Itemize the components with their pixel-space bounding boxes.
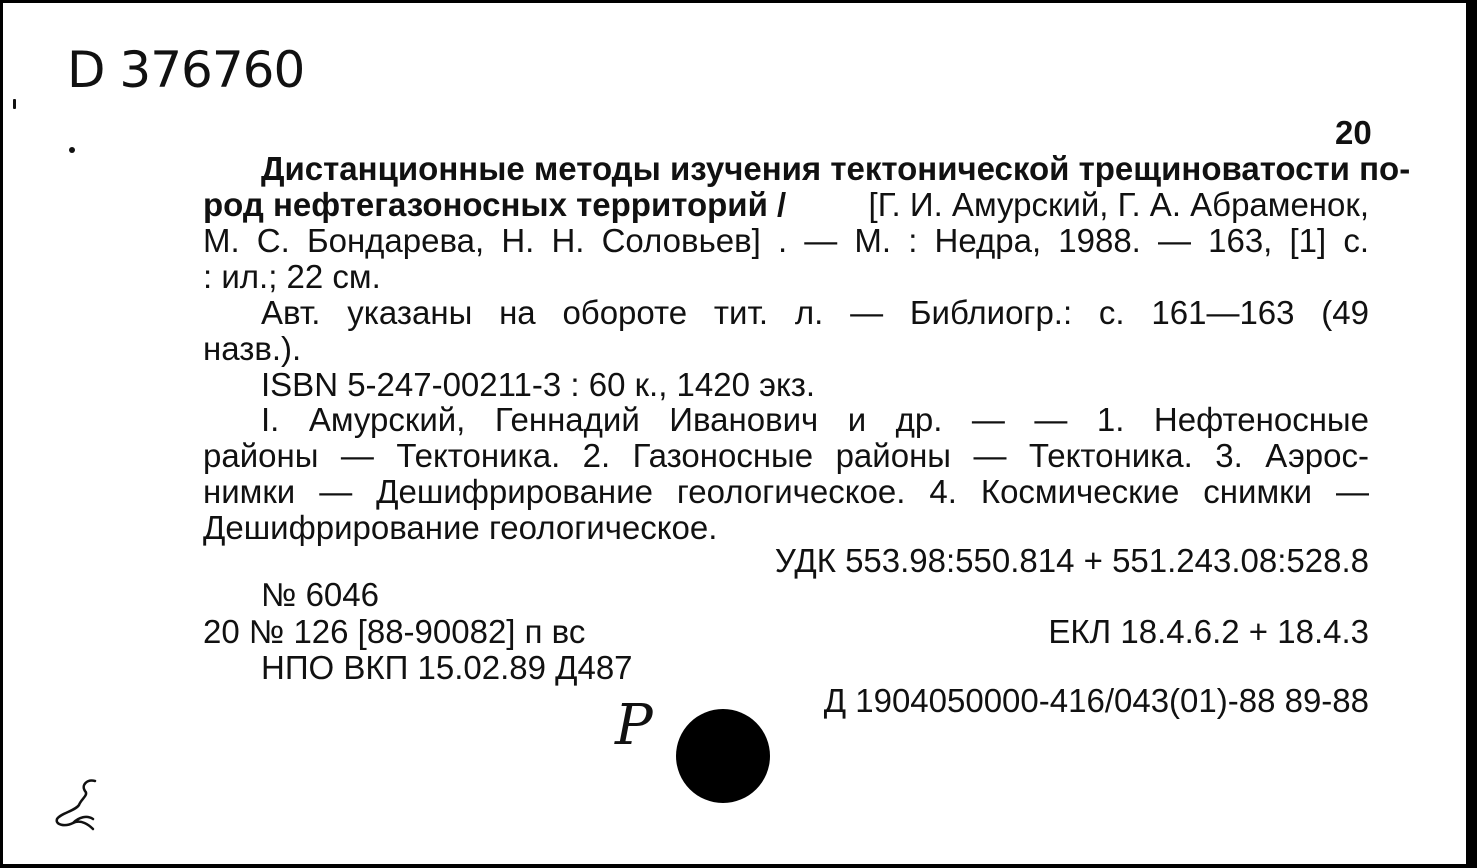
subject-line-1: I. Амурский, Геннадий Иванович и др. — — 1. Нефтеносные [261,401,1369,438]
d-code: Д 1904050000-416/043(01)-88 89-88 [823,682,1369,719]
ink-speck [13,99,16,109]
npo-stamp: НПО ВКП 15.02.89 Д487 [261,649,633,686]
card-number: № 6046 [261,576,379,613]
punch-hole [676,709,770,803]
title-line-2 [203,188,1369,221]
ink-speck [69,147,75,153]
physical-description: : ил.; 22 см. [203,258,381,295]
imprint-line: М. С. Бондарева, Н. Н. Соловьев] . — М. : Недра, 1988. — 163, [1] с. [203,222,1369,259]
title-line-1: Дистанционные методы изучения тектонической трещиноватости по- [261,150,1411,187]
order-number: 20 № 126 [88-90082] п вс [203,613,586,650]
authors: [Г. И. Амурский, Г. А. Абраменок, [868,186,1369,223]
page-number: 20 [1335,114,1372,151]
isbn: ISBN 5-247-00211-3 : 60 к., 1420 экз. [261,366,816,403]
note-line-1: Авт. указаны на обороте тит. л. — Библиогр.: с. 161—163 (49 [261,294,1369,331]
ekl-code: ЕКЛ 18.4.6.2 + 18.4.3 [1048,613,1369,650]
handwritten-scribble-icon [51,775,111,835]
subject-line-4: Дешифрирование геологическое. [203,509,718,546]
handwritten-mark: P [615,693,653,758]
title-end: род нефтегазоносных территорий / [203,186,787,223]
udc-code: УДК 553.98:550.814 + 551.243.08:528.8 [774,542,1369,579]
subject-line-2: районы — Тектоника. 2. Газоносные районы — Тектоника. 3. Аэрос- [203,437,1369,474]
subject-line-3: нимки — Дешифрирование геологическое. 4. Космические снимки — [203,473,1369,510]
inventory-number: D 376760 [67,41,305,99]
note-line-2: назв.). [203,330,302,367]
